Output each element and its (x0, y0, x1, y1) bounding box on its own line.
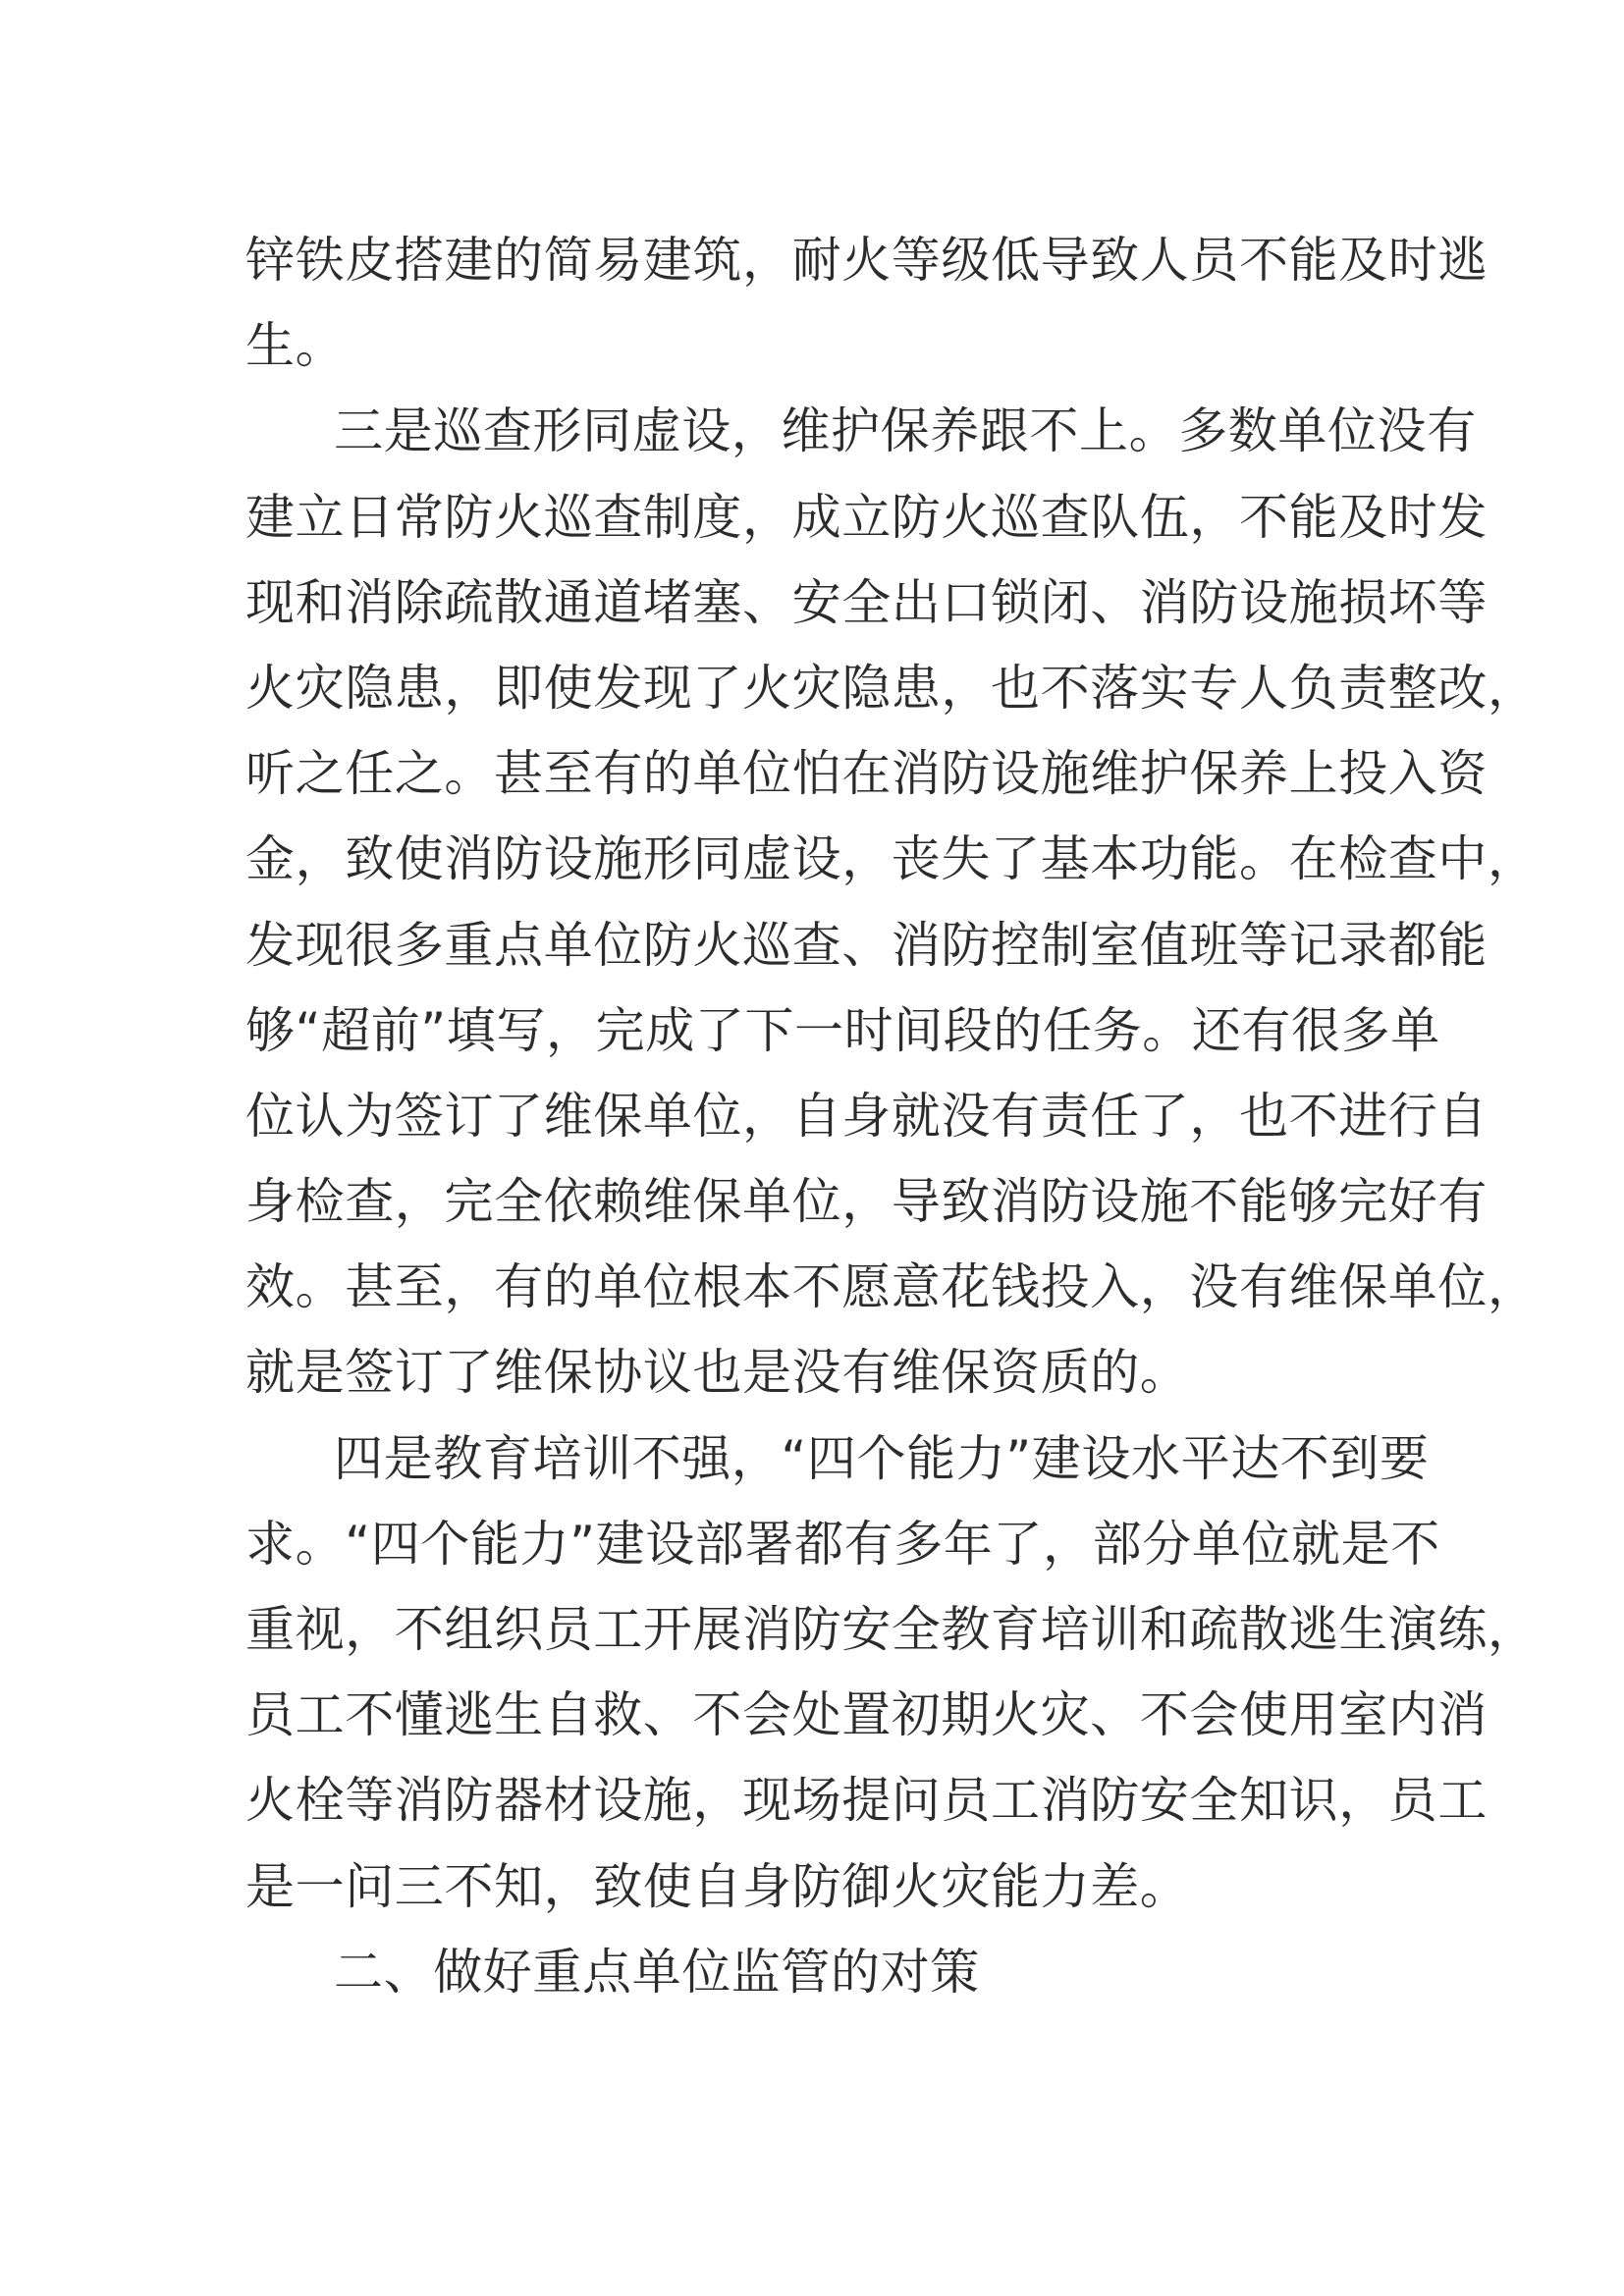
text-line: 是一问三不知，致使自身防御火灾能力差。 (245, 1857, 1190, 1915)
text-line: 锌铁皮搭建的简易建筑，耐火等级低导致人员不能及时逃 (245, 232, 1488, 289)
text-line: 听之任之。甚至有的单位怕在消防设施维护保养上投入资 (245, 745, 1488, 803)
text-line: 效。甚至，有的单位根本不愿意花钱投入，没有维保单位， (245, 1258, 1538, 1316)
text-line: 建立日常防火巡查制度，成立防火巡查队伍，不能及时发 (245, 488, 1488, 546)
text-line: 重视，不组织员工开展消防安全教育培训和疏散逃生演练， (245, 1601, 1538, 1658)
text-line: 够“超前”填写，完成了下一时间段的任务。还有很多单 (245, 1001, 1440, 1059)
text-line: 火灾隐患，即使发现了火灾隐患，也不落实专人负责整改， (245, 659, 1538, 717)
text-line: 就是签订了维保协议也是没有维保资质的。 (245, 1344, 1190, 1402)
text-line: 火栓等消防器材设施，现场提问员工消防安全知识，员工 (245, 1772, 1488, 1830)
section-heading: 二、做好重点单位监管的对策 (334, 1943, 980, 2001)
text-line: 发现很多重点单位防火巡查、消防控制室值班等记录都能 (245, 916, 1488, 974)
text-line: 生。 (245, 317, 346, 375)
text-line: 身检查，完全依赖维保单位，导致消防设施不能够完好有 (245, 1173, 1488, 1231)
text-line: 位认为签订了维保单位，自身就没有责任了，也不进行自 (245, 1087, 1488, 1145)
text-line: 求。“四个能力”建设部署都有多年了，部分单位就是不 (245, 1515, 1440, 1573)
document-body (245, 218, 1538, 2015)
text-line: 现和消除疏散通道堵塞、安全出口锁闭、消防设施损坏等 (245, 573, 1488, 631)
text-line: 金，致使消防设施形同虚设，丧失了基本功能。在检查中， (245, 830, 1538, 888)
paragraph-start-line: 三是巡查形同虚设，维护保养跟不上。多数单位没有 (334, 402, 1477, 460)
paragraph-start-line: 四是教育培训不强，“四个能力”建设水平达不到要 (334, 1429, 1430, 1487)
text-line: 员工不懂逃生自救、不会处置初期火灾、不会使用室内消 (245, 1686, 1488, 1744)
